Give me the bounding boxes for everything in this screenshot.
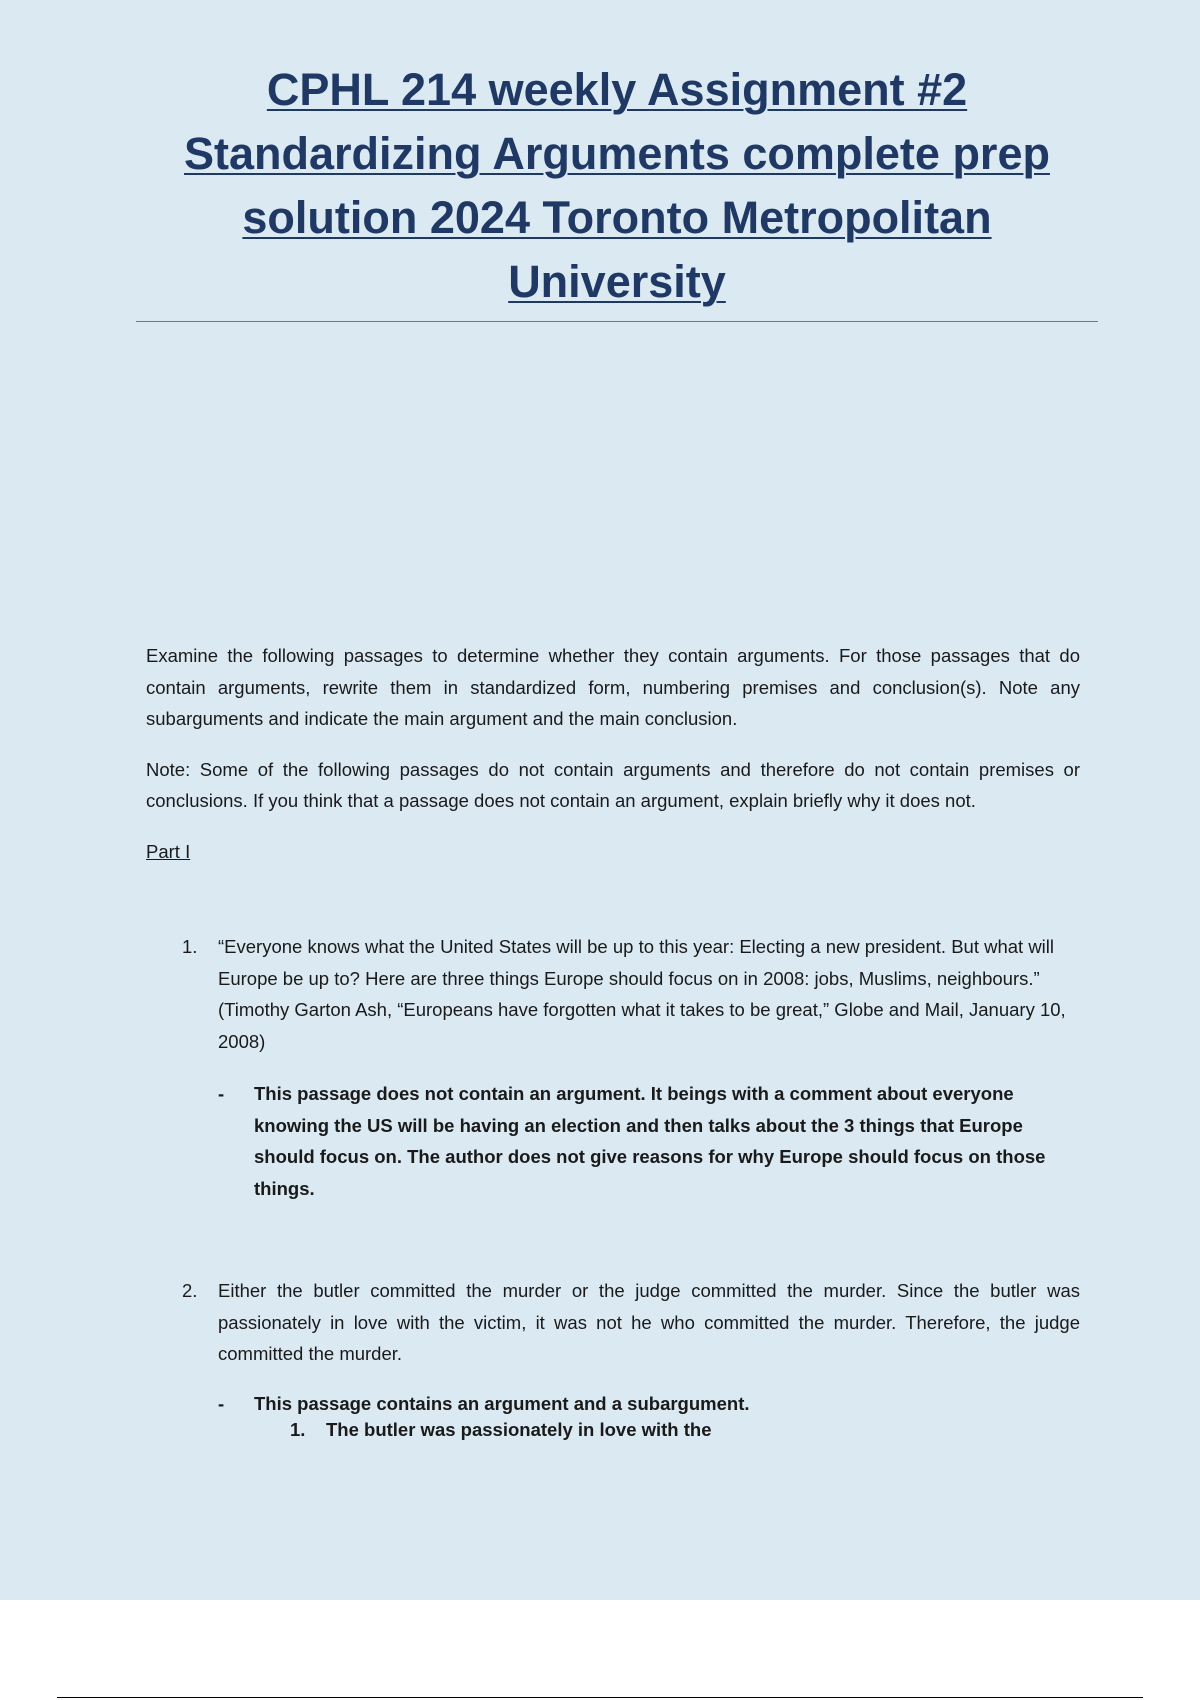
document-title bbox=[136, 58, 1098, 314]
note-paragraph: Note: Some of the following passages do not contain arguments and therefore do not contain premises or conclusions. If you think that a passage does not contain an argument, explain briefly why it does not. bbox=[146, 758, 1080, 811]
question-number: 1. bbox=[182, 936, 198, 957]
answer-text: This passage does not contain an argument. It beings with a comment about everyone knowing the US will be having an election and then talks about the 3 things that Europe should focus on. The author does not give reasons for why Europe should focus on those things. bbox=[254, 1083, 1046, 1199]
answer-bullet: - bbox=[218, 1083, 225, 1104]
title-line: CPHL 214 weekly Assignment #2 bbox=[266, 64, 968, 115]
answer-text: This passage contains an argument and a subargument. bbox=[254, 1392, 750, 1414]
answer-1 bbox=[218, 1078, 1080, 1204]
question-1 bbox=[182, 931, 1080, 1057]
question-text: “Everyone knows what the United States will be up to this year: Electing a new president. But what will Europe be up to? Here are three things Europe should focus on in 2008: jobs, Muslims, neighbours.” (Timothy Garton Ash, “Europeans have forgotten what it takes to be great,” Globe and Mail, January 10, 2008) bbox=[218, 936, 1066, 1052]
question-2 bbox=[182, 1275, 1080, 1370]
document-body bbox=[146, 640, 1080, 1443]
answer-2 bbox=[218, 1391, 1080, 1417]
sub-argument-item bbox=[290, 1417, 1080, 1443]
intro-paragraph: Examine the following passages to determine whether they contain arguments. For those passages that do contain arguments, rewrite them in standardized form, numbering premises and conclusion(s). Note any subarguments and indicate the main argument and the main conclusion. bbox=[146, 645, 1080, 729]
title-line: University bbox=[508, 256, 726, 307]
question-number: 2. bbox=[182, 1280, 198, 1301]
title-line: solution 2024 Toronto Metropolitan bbox=[242, 192, 992, 243]
title-line: Standardizing Arguments complete prep bbox=[184, 128, 1050, 179]
answer-bullet: - bbox=[218, 1392, 225, 1414]
footer-divider bbox=[57, 1697, 1143, 1698]
title-divider bbox=[136, 321, 1098, 322]
question-text: Either the butler committed the murder or the judge committed the murder. Since the butler was passionately in love with the victim, it was not he who committed the murder. Therefore, the judge committed the murder. bbox=[218, 1280, 1080, 1364]
sub-item-text: The butler was passionately in love with the bbox=[326, 1418, 712, 1440]
part-heading: Part I bbox=[146, 840, 191, 862]
sub-item-number: 1. bbox=[290, 1418, 306, 1440]
